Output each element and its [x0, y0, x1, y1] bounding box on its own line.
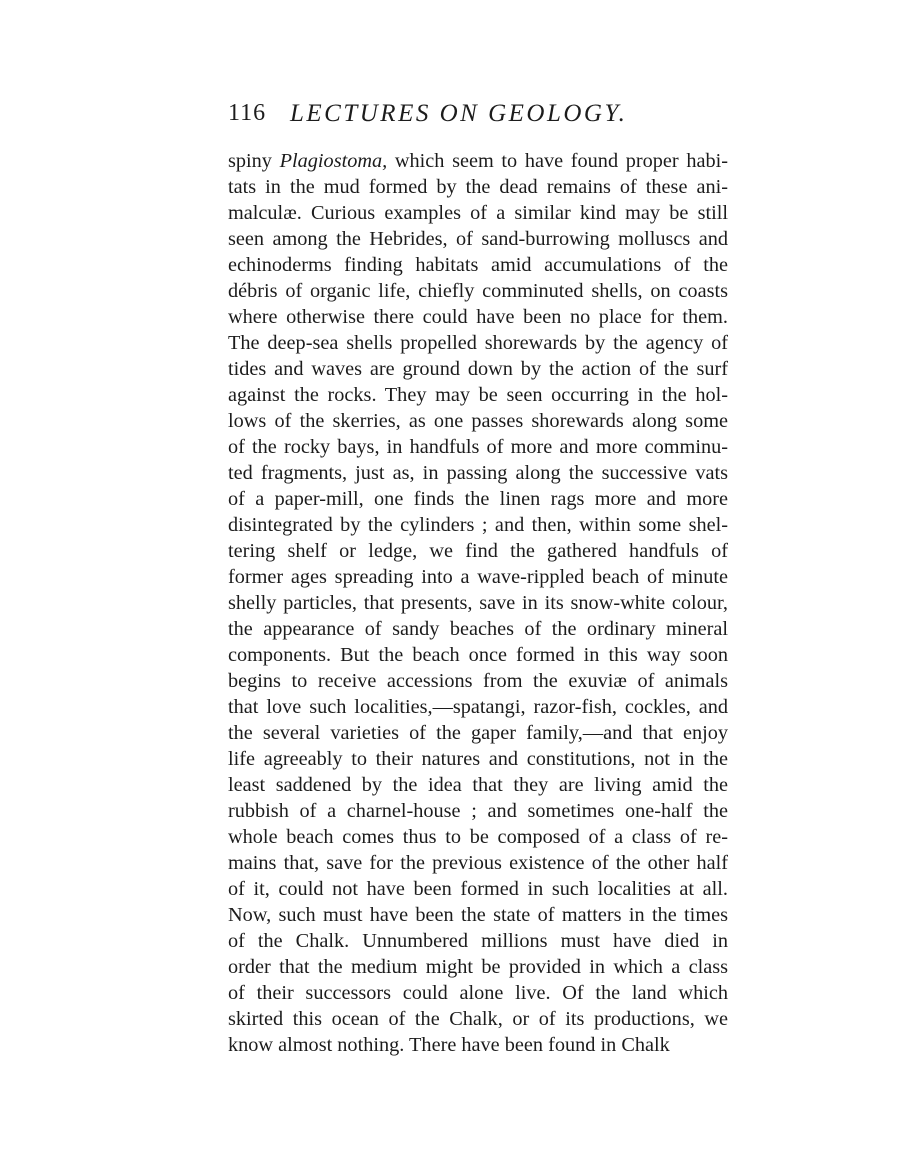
text-line: where otherwise there could have been no place for them. [228, 306, 728, 328]
text-line: the several varieties of the gaper family,—and that enjoy [228, 722, 728, 744]
page-number: 116 [228, 100, 267, 126]
text-line: former ages spreading into a wave-rippled beach of minute [228, 566, 728, 588]
text-line: tering shelf or ledge, we find the gathered handfuls of [228, 540, 728, 562]
text-fragment: which seem to have found proper habi- [387, 150, 728, 172]
italic-term: Plagiostoma, [279, 150, 388, 172]
text-line: mains that, save for the previous existence of the other half [228, 852, 728, 874]
text-line: of the Chalk. Unnumbered millions must have died in [228, 930, 728, 952]
text-line: tats in the mud formed by the dead remains of these ani- [228, 176, 728, 198]
running-title: LECTURES ON GEOLOGY. [290, 100, 628, 127]
text-line: against the rocks. They may be seen occurring in the hol- [228, 384, 728, 406]
text-line: that love such localities,—spatangi, razor-fish, cockles, and [228, 696, 728, 718]
text-line: ted fragments, just as, in passing along the successive vats [228, 462, 728, 484]
text-line: Now, such must have been the state of matters in the times [228, 904, 728, 926]
text-line: life agreeably to their natures and constitutions, not in the [228, 748, 728, 770]
text-line: débris of organic life, chiefly comminuted shells, on coasts [228, 280, 728, 302]
text-line: of the rocky bays, in handfuls of more and more comminu- [228, 436, 728, 458]
text-line: malculæ. Curious examples of a similar kind may be still [228, 202, 728, 224]
text-line: of their successors could alone live. Of the land which [228, 982, 728, 1004]
text-line: The deep-sea shells propelled shorewards by the agency of [228, 332, 728, 354]
text-line: of it, could not have been formed in such localities at all. [228, 878, 728, 900]
text-line: echinoderms finding habitats amid accumulations of the [228, 254, 728, 276]
text-line: order that the medium might be provided in which a class [228, 956, 728, 978]
text-line: lows of the skerries, as one passes shorewards along some [228, 410, 728, 432]
text-line: tides and waves are ground down by the action of the surf [228, 358, 728, 380]
text-line: least saddened by the idea that they are living amid the [228, 774, 728, 796]
text-line: skirted this ocean of the Chalk, or of its productions, we [228, 1008, 728, 1030]
text-line: disintegrated by the cylinders ; and then, within some shel- [228, 514, 728, 536]
text-line: know almost nothing. There have been found in Chalk [228, 1034, 670, 1056]
text-line: the appearance of sandy beaches of the ordinary mineral [228, 618, 728, 640]
text-line: components. But the beach once formed in this way soon [228, 644, 728, 666]
text-line: shelly particles, that presents, save in its snow-white colour, [228, 592, 728, 614]
text-line: whole beach comes thus to be composed of a class of re- [228, 826, 728, 848]
text-line: rubbish of a charnel-house ; and sometimes one-half the [228, 800, 728, 822]
text-line: begins to receive accessions from the exuviæ of animals [228, 670, 728, 692]
body-text [228, 148, 728, 1058]
text-line: of a paper-mill, one finds the linen rags more and more [228, 488, 728, 510]
text-line [228, 148, 728, 174]
text-fragment: spiny [228, 150, 280, 172]
text-line: seen among the Hebrides, of sand-burrowing molluscs and [228, 228, 728, 250]
running-head [228, 100, 728, 134]
